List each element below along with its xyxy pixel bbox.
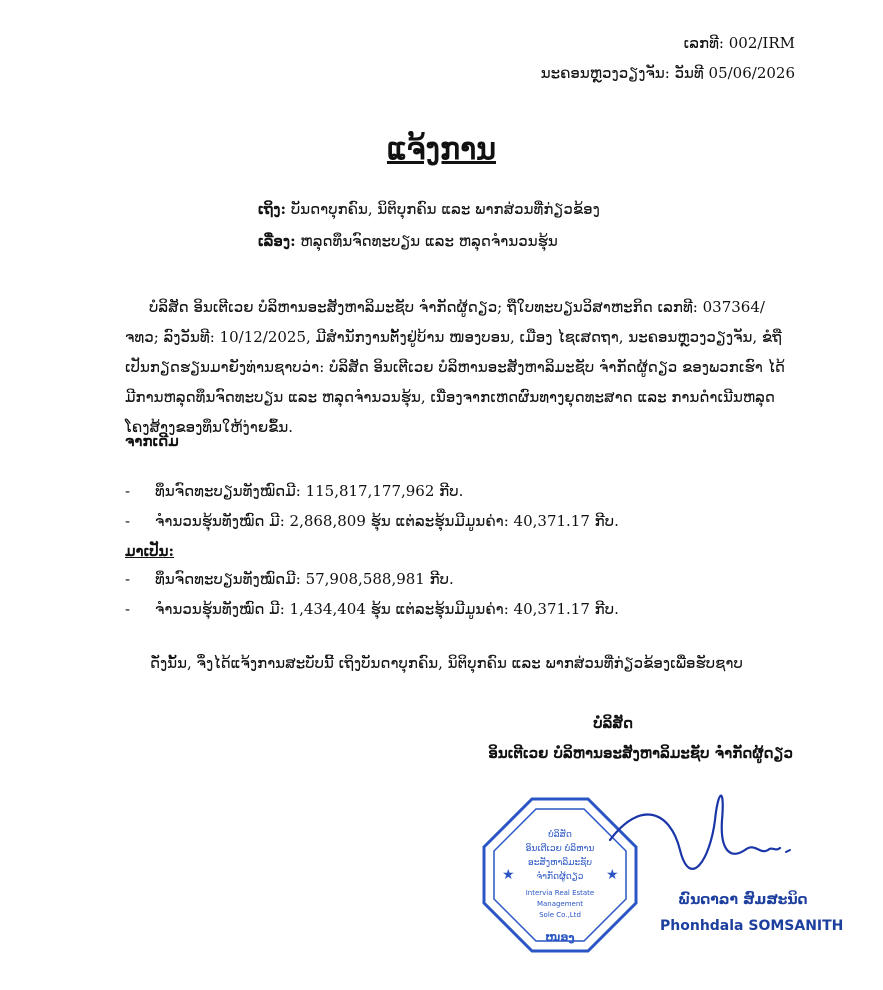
to-heading: ມາເປັນ: xyxy=(125,542,175,560)
stamp-lao-line: ອິນເຕີເວຍ ບໍລິຫານ xyxy=(525,844,595,854)
svg-text:★: ★ xyxy=(502,867,515,883)
stamp-lao-line: ບໍລິສັດ xyxy=(548,830,572,840)
subject-label: ເລື່ອງ: xyxy=(258,232,296,250)
recipient-line xyxy=(258,200,600,218)
subject-text: ຫລຸດທຶນຈົດທະບຽນ ແລະ ຫລຸດຈຳນວນຮຸ້ນ xyxy=(300,232,558,250)
from-heading: ຈາກເດີມ xyxy=(125,432,179,450)
handwritten-signature xyxy=(600,780,800,900)
stamp-bottom-text: ໜອງ xyxy=(545,931,575,944)
from-item-capital: - ທຶນຈົດທະບຽນທັງໝົດມີ: 115,817,177,962 ກີບ. xyxy=(125,482,464,500)
recipient-label: ເຖິງ: xyxy=(258,200,287,218)
recipient-text: ບັນດາບຸກຄົນ, ນິຕິບຸກຄົນ ແລະ ພາກສ່ວນທີ່ກ່ຽວຂ້ອງ xyxy=(290,200,600,218)
to-item-capital: - ທຶນຈົດທະບຽນທັງໝົດມີ: 57,908,588,981 ກີບ. xyxy=(125,570,454,588)
signer-name-english: Phonhdala SOMSANITH xyxy=(660,918,844,934)
stamp-en-line: Management xyxy=(536,900,584,908)
stamp-lao-line: ອະສັງຫາລິມະຊັບ xyxy=(528,858,592,868)
signer-name-lao: ພົນດາລາ ສົມສະນິດ xyxy=(678,892,808,908)
date-line: ນະຄອນຫຼວງວຽງຈັນ: ວັນທີ 05/06/2026 xyxy=(540,64,795,82)
stamp-en-line: Intervia Real Estate xyxy=(525,889,595,897)
stamp-en-line: Sole Co.,Ltd xyxy=(539,911,581,919)
stamp-lao-line: ຈຳກັດຜູ້ດຽວ xyxy=(536,872,584,882)
to-item-shares: - ຈຳນວນຮຸ້ນທັງໝົດ ມີ: 1,434,404 ຮຸ້ນ ແຕ່ລະຮຸ້ນມີມູນຄ່າ: 40,371.17 ກີບ. xyxy=(125,600,619,618)
bullet-dash: - xyxy=(125,482,131,500)
svg-text:★: ★ xyxy=(606,867,619,883)
reference-number: ເລກທີ: 002/IRM xyxy=(683,34,795,52)
closing-sentence: ດັ່ງນັ້ນ, ຈຶ່ງໄດ້ແຈ້ງການສະບັບນີ້ ເຖິງບັນດາບຸກຄົນ, ນິຕິບຸກຄົນ ແລະ ພາກສ່ວນທີ່ກ່ຽວຂ້ອງເພື່ອຮັບຊາບ xyxy=(150,654,743,672)
bullet-dash: - xyxy=(125,512,131,530)
document-title: ແຈ້ງການ xyxy=(386,132,497,167)
from-item-shares: - ຈຳນວນຮຸ້ນທັງໝົດ ມີ: 2,868,809 ຮຸ້ນ ແຕ່ລະຮຸ້ນມີມູນຄ່າ: 40,371.17 ກີບ. xyxy=(125,512,619,530)
company-label: ບໍລິສັດ xyxy=(593,714,633,732)
subject-line xyxy=(258,232,558,250)
company-name: ອິນເຕີເວຍ ບໍລິຫານອະສັງຫາລິມະຊັບ ຈຳກັດຜູ້ດຽວ xyxy=(488,744,793,762)
bullet-dash: - xyxy=(125,570,131,588)
body-paragraph: ບໍລິສັດ ອິນເຕີເວຍ ບໍລິຫານອະສັງຫາລິມະຊັບ ຈຳກັດຜູ້ດຽວ; ຖືໃບທະບຽນວິສາຫະກິດ ເລກທີ: 037364/ຈທວ; ລົງວັນທີ: 10/12/2025, ມີສຳນັກງານຕັ້ງຢູ່ບ້ານ ໜອງບອນ, ເມືອງ ໄຊເສດຖາ, ນະຄອນຫຼວງວຽງຈັນ, ຂໍຖືເປັນກຽດຮຽນມາຍັງທ່ານຊາບວ່າ: ບໍລິສັດ ອິນເຕີເວຍ ບໍລິຫານອະສັງຫາລິມະຊັບ ຈຳກັດຜູ້ດຽວ ຂອງພວກເຮົາ ໄດ້ມີການຫລຸດທຶນຈົດທະບຽນ ແລະ ຫລຸດຈຳນວນຮຸ້ນ, ເນື່ອງຈາກເຫດຜົນທາງຍຸດທະສາດ ແລະ ການດຳເນີນຫລຸດໂຄງສ້າງຂອງທຶນໃຫ້ງ່າຍຂຶ້ນ. xyxy=(125,298,785,436)
bullet-dash: - xyxy=(125,600,131,618)
